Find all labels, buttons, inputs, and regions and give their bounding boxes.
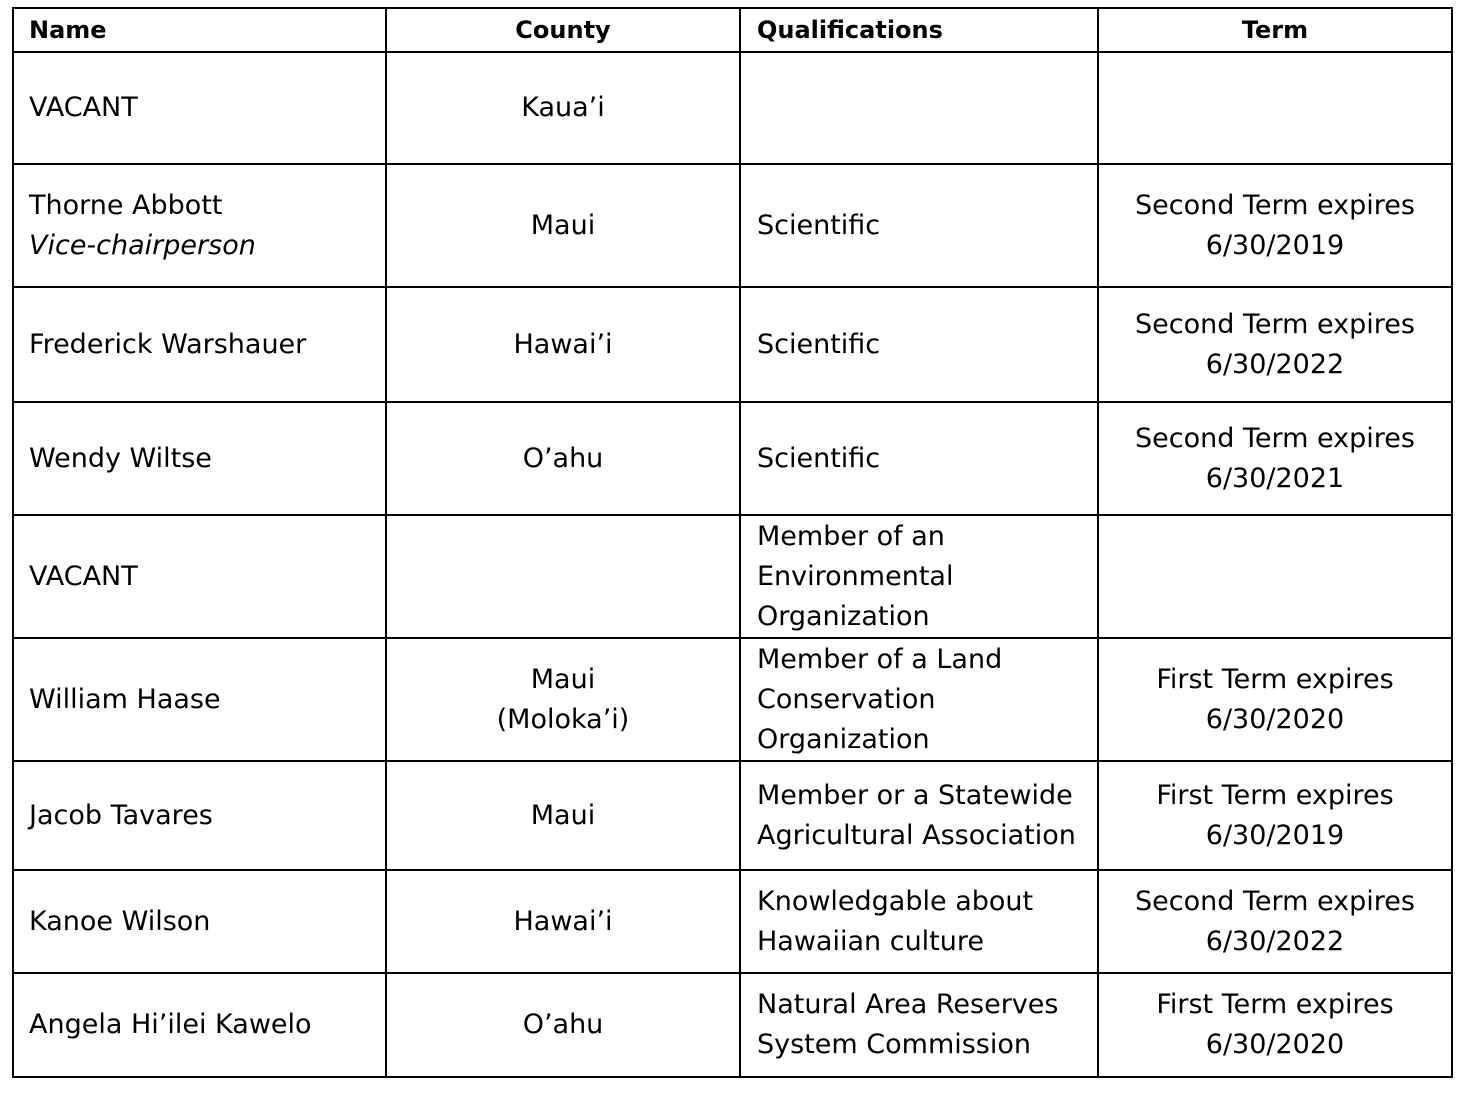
cell-term xyxy=(1098,164,1452,287)
cell-name xyxy=(13,761,386,870)
cell-term xyxy=(1098,761,1452,870)
qualification-line: Scientific xyxy=(757,442,881,474)
member-name: VACANT xyxy=(29,92,138,123)
cell-county xyxy=(386,287,740,402)
cell-county xyxy=(386,402,740,515)
qualification-line: System Commission xyxy=(757,1029,1032,1060)
cell-qualifications xyxy=(740,52,1098,164)
cell-term xyxy=(1098,973,1452,1077)
county-line: (Moloka’i) xyxy=(496,703,630,735)
member-name: VACANT xyxy=(29,560,138,592)
qualification-line: Conservation xyxy=(757,683,936,715)
member-name: Jacob Tavares xyxy=(29,799,213,831)
qualification-line: Scientific xyxy=(757,328,881,360)
member-name: Kanoe Wilson xyxy=(29,905,211,937)
qualification-line: Agricultural Association xyxy=(757,819,1076,851)
term-line: Second Term expires xyxy=(1135,308,1415,340)
term-line: Second Term expires xyxy=(1135,189,1415,221)
table-row xyxy=(13,164,1452,287)
county-line: O’ahu xyxy=(522,442,604,474)
table-row xyxy=(13,638,1452,761)
header-name: Name xyxy=(13,8,386,52)
qualification-line: Natural Area Reserves xyxy=(757,989,1059,1020)
term-line: First Term expires xyxy=(1156,779,1394,811)
cell-name xyxy=(13,402,386,515)
cell-qualifications xyxy=(740,638,1098,761)
member-name: Frederick Warshauer xyxy=(29,328,307,360)
cell-name xyxy=(13,973,386,1077)
cell-county xyxy=(386,164,740,287)
table-row xyxy=(13,402,1452,515)
cell-qualifications xyxy=(740,870,1098,973)
cell-name xyxy=(13,638,386,761)
table-row xyxy=(13,973,1452,1077)
term-line: 6/30/2022 xyxy=(1205,925,1345,957)
term-line: First Term expires xyxy=(1156,663,1394,695)
table-row xyxy=(13,287,1452,402)
cell-county xyxy=(386,761,740,870)
cell-name xyxy=(13,515,386,638)
term-line: 6/30/2019 xyxy=(1205,819,1345,851)
cell-term xyxy=(1098,402,1452,515)
cell-qualifications xyxy=(740,515,1098,638)
term-line: Second Term expires xyxy=(1135,885,1415,917)
cell-name xyxy=(13,52,386,164)
table-row xyxy=(13,870,1452,973)
cell-qualifications xyxy=(740,402,1098,515)
term-line: 6/30/2020 xyxy=(1205,1029,1345,1060)
qualification-line: Organization xyxy=(757,600,930,632)
member-name: Wendy Wiltse xyxy=(29,442,212,474)
member-name: Angela Hi’ilei Kawelo xyxy=(29,1009,312,1040)
header-county: County xyxy=(386,8,740,52)
term-line: 6/30/2020 xyxy=(1205,703,1345,735)
member-name: William Haase xyxy=(29,683,221,715)
cell-term xyxy=(1098,287,1452,402)
table-body xyxy=(13,52,1452,1077)
cell-qualifications xyxy=(740,287,1098,402)
table-row xyxy=(13,515,1452,638)
cell-qualifications xyxy=(740,761,1098,870)
header-row xyxy=(13,8,1452,52)
county-line: O’ahu xyxy=(522,1009,604,1040)
county-line: Hawai’i xyxy=(513,905,613,937)
table-row xyxy=(13,52,1452,164)
term-line: 6/30/2019 xyxy=(1205,229,1345,261)
term-line: 6/30/2022 xyxy=(1205,348,1345,380)
cell-county xyxy=(386,870,740,973)
qualification-line: Member of a Land xyxy=(757,643,1003,675)
qualification-line: Environmental xyxy=(757,560,954,592)
cell-term xyxy=(1098,52,1452,164)
cell-qualifications xyxy=(740,164,1098,287)
table-row xyxy=(13,761,1452,870)
cell-name xyxy=(13,870,386,973)
members-table xyxy=(12,7,1453,1078)
cell-county xyxy=(386,973,740,1077)
qualification-line: Member of an xyxy=(757,520,945,552)
cell-county xyxy=(386,515,740,638)
cell-name xyxy=(13,287,386,402)
cell-county xyxy=(386,638,740,761)
county-line: Maui xyxy=(530,209,596,241)
qualification-line: Hawaiian culture xyxy=(757,925,984,957)
member-role: Vice-chairperson xyxy=(29,229,256,261)
header-qualifications: Qualifications xyxy=(740,8,1098,52)
cell-term xyxy=(1098,638,1452,761)
county-line: Maui xyxy=(530,663,596,695)
county-line: Maui xyxy=(530,799,596,831)
qualification-line: Member or a Statewide xyxy=(757,779,1073,811)
qualification-line: Scientific xyxy=(757,209,881,241)
county-line: Hawai’i xyxy=(513,328,613,360)
term-line: First Term expires xyxy=(1156,989,1394,1020)
qualification-line: Knowledgable about xyxy=(757,885,1034,917)
member-name: Thorne Abbott xyxy=(29,189,223,221)
header-term: Term xyxy=(1098,8,1452,52)
cell-name xyxy=(13,164,386,287)
term-line: 6/30/2021 xyxy=(1205,462,1345,494)
term-line: Second Term expires xyxy=(1135,422,1415,454)
cell-county xyxy=(386,52,740,164)
cell-term xyxy=(1098,515,1452,638)
qualification-line: Organization xyxy=(757,723,930,755)
cell-term xyxy=(1098,870,1452,973)
cell-qualifications xyxy=(740,973,1098,1077)
county-line: Kaua’i xyxy=(521,92,605,123)
